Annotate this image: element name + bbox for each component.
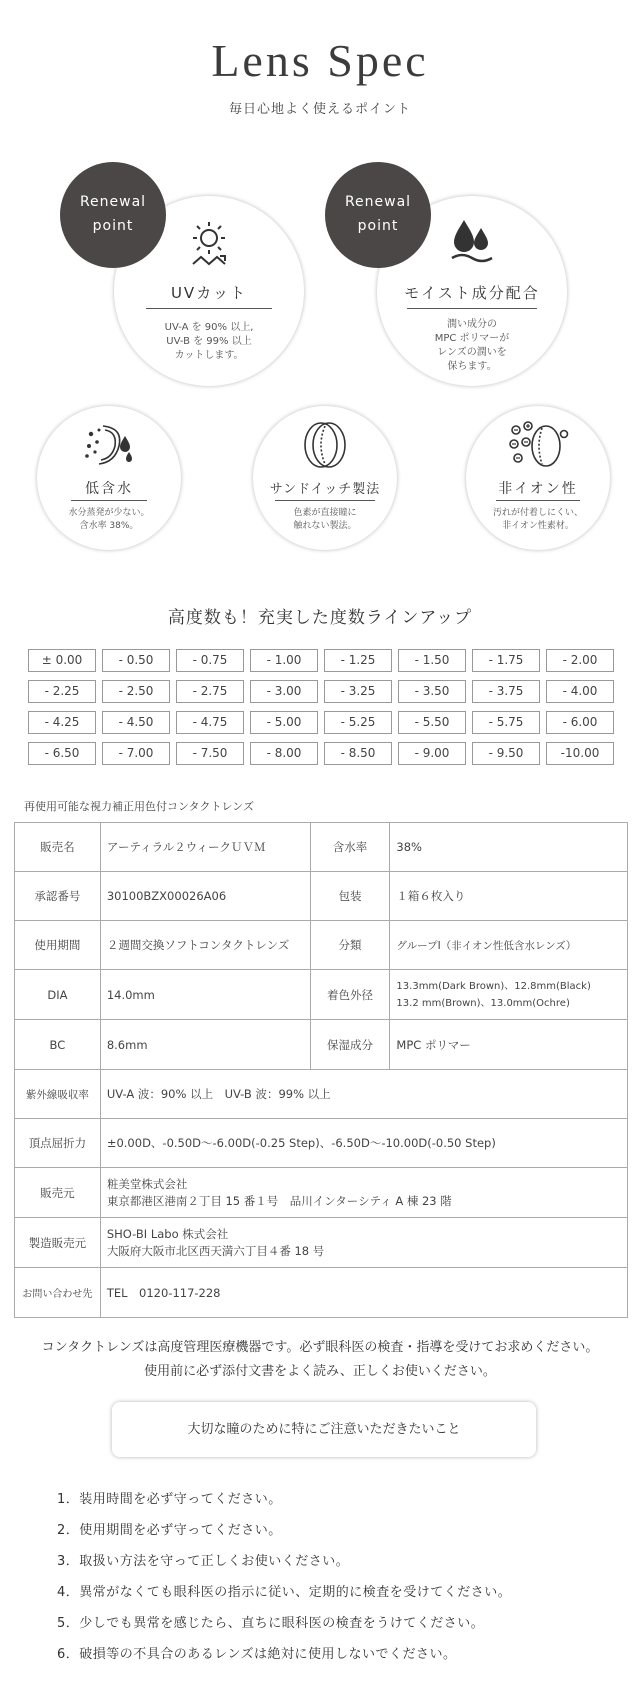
list-item: 6．破損等の不具合のあるレンズは絶対に使用しないでください。	[57, 1647, 457, 1662]
moist-description: 潤い成分の MPC ポリマーが レンズの潤いを 保ちます。	[434, 319, 510, 372]
power-cell: -10.00	[546, 742, 614, 765]
power-lineup-grid	[28, 649, 612, 765]
sandwich-description: 色素が直接瞳に 触れない製法。	[293, 508, 357, 531]
spec-value: 8.6mm	[100, 1020, 310, 1070]
power-cell: - 4.50	[102, 711, 170, 734]
power-cell: - 3.25	[324, 680, 392, 703]
spec-label: 包装	[310, 872, 390, 921]
power-cell: - 2.25	[28, 680, 96, 703]
nonionic-lens-icon	[506, 420, 570, 470]
caution-list	[57, 1490, 511, 1676]
sandwich-feature-circle	[253, 406, 397, 550]
low-water-feature-circle	[37, 406, 181, 550]
uv-divider	[146, 308, 272, 309]
power-cell: - 5.25	[324, 711, 392, 734]
power-cell: - 1.50	[398, 649, 466, 672]
low-water-title: 低含水	[85, 481, 133, 497]
table-row	[15, 1119, 628, 1168]
table-row	[15, 823, 628, 872]
spec-label: 含水率	[310, 823, 390, 872]
spec-value: ±0.00D、-0.50D～-6.00D(-0.25 Step)、-6.50D～-10.00D(-0.50 Step)	[100, 1119, 627, 1168]
spec-value: アーティラル２ウィークＵＶＭ	[100, 823, 310, 872]
spec-value: SHO-BI Labo 株式会社 大阪府大阪市北区西天満六丁目４番 18 号	[100, 1218, 627, 1268]
spec-label: DIA	[15, 970, 101, 1020]
spec-label: 紫外線吸収率	[15, 1070, 101, 1119]
renewal-badge-moist: Renewal point	[325, 162, 431, 268]
spec-label: 販売名	[15, 823, 101, 872]
water-drops-icon	[448, 216, 496, 266]
spec-caption: 再使用可能な視力補正用色付コンタクトレンズ	[24, 800, 254, 813]
spec-label: BC	[15, 1020, 101, 1070]
table-row	[15, 1268, 628, 1318]
table-row	[15, 970, 628, 1020]
low-water-description: 水分蒸発が少ない。 含水率 38%。	[68, 508, 150, 531]
power-cell: - 0.75	[176, 649, 244, 672]
spec-value: 14.0mm	[100, 970, 310, 1020]
spec-value: 30100BZX00026A06	[100, 872, 310, 921]
power-cell: - 3.75	[472, 680, 540, 703]
spec-table	[14, 822, 628, 1318]
power-cell: - 8.50	[324, 742, 392, 765]
spec-label: 使用期間	[15, 921, 101, 970]
power-cell: - 4.75	[176, 711, 244, 734]
power-cell: - 1.25	[324, 649, 392, 672]
table-row	[15, 872, 628, 921]
table-row	[15, 1020, 628, 1070]
power-cell: - 1.00	[250, 649, 318, 672]
spec-value: TEL 0120-117-228	[100, 1268, 627, 1318]
table-row	[15, 1070, 628, 1119]
medical-device-notice: コンタクトレンズは高度管理医療機器です。必ず眼科医の検査・指導を受けてお求めください。 使用前に必ず添付文書をよく読み、正しくお使いください。	[41, 1340, 599, 1379]
low-water-divider	[71, 500, 147, 501]
power-cell: - 2.50	[102, 680, 170, 703]
spec-label: 製造販売元	[15, 1218, 101, 1268]
spec-label: お問い合わせ先	[15, 1268, 101, 1318]
power-cell: ± 0.00	[28, 649, 96, 672]
sandwich-title: サンドイッチ製法	[269, 482, 381, 497]
spec-value: 13.3mm(Dark Brown)、12.8mm(Black) 13.2 mm(Brown)、13.0mm(Ochre)	[390, 970, 628, 1020]
list-item: 4．異常がなくても眼科医の指示に従い、定期的に検査を受けてください。	[57, 1585, 512, 1600]
spec-value: 粧美堂株式会社 東京都港区港南２丁目 15 番１号 品川インターシティ A 棟 23 階	[100, 1168, 627, 1218]
nonionic-description: 汚れが付着しにくい、 非イオン性素材。	[492, 508, 583, 531]
spec-value: ２週間交換ソフトコンタクトレンズ	[100, 921, 310, 970]
uv-title: UVカット	[170, 284, 248, 302]
renewal-badge-uv: Renewal point	[60, 162, 166, 268]
sandwich-divider	[275, 500, 375, 501]
power-cell: - 9.00	[398, 742, 466, 765]
spec-label: 分類	[310, 921, 390, 970]
moist-title: モイスト成分配合	[404, 284, 540, 302]
uv-description: UV-A を 90% 以上, UV-B を 99% 以上 カットします。	[164, 322, 254, 361]
nonionic-divider	[496, 500, 580, 501]
power-cell: - 4.00	[546, 680, 614, 703]
power-cell: - 3.50	[398, 680, 466, 703]
page-title: Lens Spec	[211, 35, 429, 86]
list-item: 3．取扱い方法を守って正しくお使いください。	[57, 1554, 350, 1569]
table-row	[15, 1168, 628, 1218]
power-cell: - 1.75	[472, 649, 540, 672]
nonionic-feature-circle	[466, 406, 610, 550]
sandwich-lens-icon	[297, 420, 353, 470]
page-subtitle: 毎日心地よく使えるポイント	[228, 102, 411, 117]
power-cell: - 5.00	[250, 711, 318, 734]
spec-label: 頂点屈折力	[15, 1119, 101, 1168]
power-cell: - 5.75	[472, 711, 540, 734]
power-cell: - 6.50	[28, 742, 96, 765]
spec-value: MPC ポリマー	[390, 1020, 628, 1070]
spec-label: 着色外径	[310, 970, 390, 1020]
table-row	[15, 921, 628, 970]
power-cell: - 7.00	[102, 742, 170, 765]
moist-divider	[407, 308, 537, 309]
power-cell: - 8.00	[250, 742, 318, 765]
spec-value: 38%	[390, 823, 628, 872]
spec-label: 販売元	[15, 1168, 101, 1218]
nonionic-title: 非イオン性	[498, 481, 578, 497]
power-cell: - 4.25	[28, 711, 96, 734]
power-cell: - 3.00	[250, 680, 318, 703]
power-cell: - 2.75	[176, 680, 244, 703]
list-item: 2．使用期間を必ず守ってください。	[57, 1523, 282, 1538]
power-cell: - 2.00	[546, 649, 614, 672]
list-item: 1．装用時間を必ず守ってください。	[57, 1492, 282, 1507]
power-cell: - 9.50	[472, 742, 540, 765]
spec-label: 保湿成分	[310, 1020, 390, 1070]
caution-box: 大切な瞳のために特にご注意いただきたいこと	[112, 1402, 536, 1457]
power-cell: - 7.50	[176, 742, 244, 765]
spec-value: グループⅠ（非イオン性低含水レンズ）	[390, 921, 628, 970]
power-cell: - 0.50	[102, 649, 170, 672]
list-item: 5．少しでも異常を感じたら、直ちに眼科医の検査をうけてください。	[57, 1616, 485, 1631]
sun-uv-icon	[187, 220, 231, 268]
table-row	[15, 1218, 628, 1268]
power-cell: - 6.00	[546, 711, 614, 734]
lens-water-icon	[81, 422, 137, 468]
power-cell: - 5.50	[398, 711, 466, 734]
spec-value: １箱６枚入り	[390, 872, 628, 921]
spec-value: UV-A 波：90% 以上 UV-B 波：99% 以上	[100, 1070, 627, 1119]
power-lineup-heading: 高度数も！充実した度数ラインアップ	[167, 608, 473, 628]
spec-label: 承認番号	[15, 872, 101, 921]
